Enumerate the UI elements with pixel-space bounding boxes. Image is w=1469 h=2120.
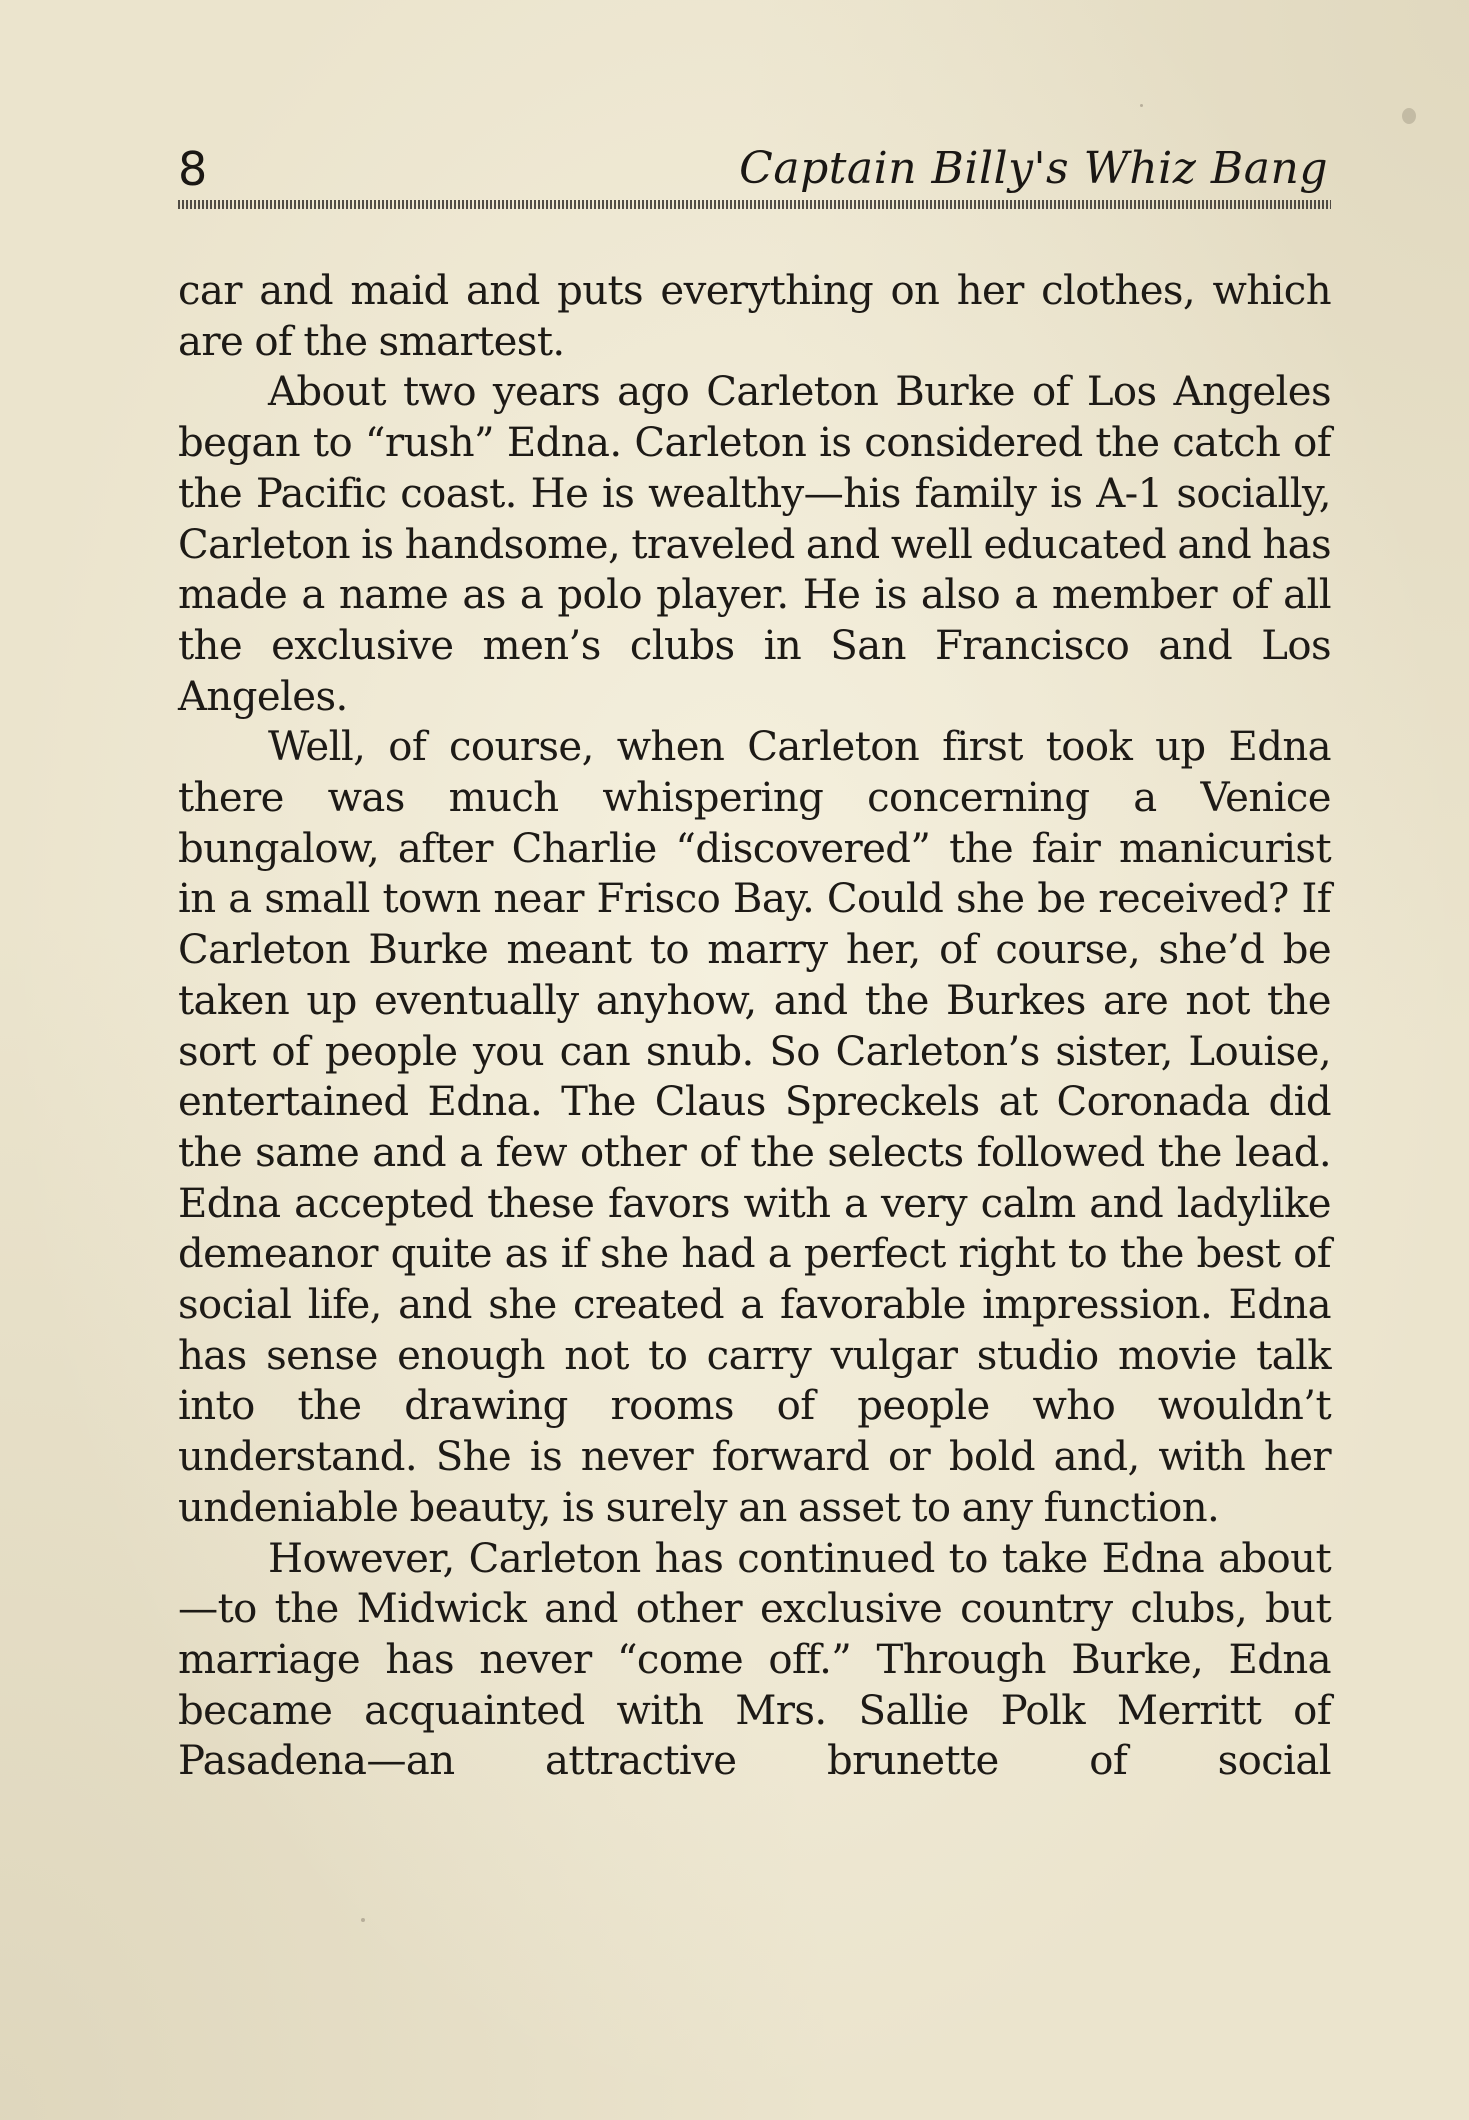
- paper-speck: [361, 1918, 365, 1922]
- paper-speck: [1402, 108, 1416, 124]
- page-header: [178, 142, 1328, 204]
- paragraph: Well, of course, when Carleton first took up Edna there was much whispering concerning a Venice bungalow, after Charlie “discovered” the fair manicurist in a small town near Frisco Bay. Could she be received? If Carleton Burke meant to marry her, of course, she’d be taken up eventually anyhow, and the Burkes are not the sort of people you can snub. So Carleton’s sister, Louise, entertained Edna. The Claus Spreckels at Coronada did the same and a few other of the selects followed the lead. Edna accepted these favors with a very calm and ladylike demeanor quite as if she had a perfect right to the best of social life, and she created a favorable impression. Edna has sense enough not to carry vulgar studio movie talk into the drawing rooms of people who wouldn’t understand. She is never forward or bold and, with her undeniable beauty, is surely an asset to any function.: [178, 724, 1331, 1531]
- article-body: [178, 266, 1331, 1787]
- paper-speck: [1140, 104, 1143, 107]
- running-title: Captain Billy's Whiz Bang: [739, 143, 1328, 194]
- paragraph: However, Carleton has continued to take Edna about—to the Midwick and other exclusive country clubs, but marriage has never “come off.” Through Burke, Edna became acquainted with Mrs. Sallie Polk Merritt of Pasadena—an attractive brunette of social: [178, 1535, 1331, 1785]
- paragraph: About two years ago Carleton Burke of Los Angeles began to “rush” Edna. Carleton is considered the catch of the Pacific coast. He is wealthy—his family is A-1 socially, Carleton is handsome, traveled and well educated and has made a name as a polo player. He is also a member of all the exclusive men’s clubs in San Francisco and Los Angeles.: [178, 369, 1331, 720]
- paragraph: car and maid and puts everything on her clothes, which are of the smartest.: [178, 268, 1331, 365]
- header-rule: [178, 200, 1331, 209]
- page-number: 8: [178, 142, 208, 196]
